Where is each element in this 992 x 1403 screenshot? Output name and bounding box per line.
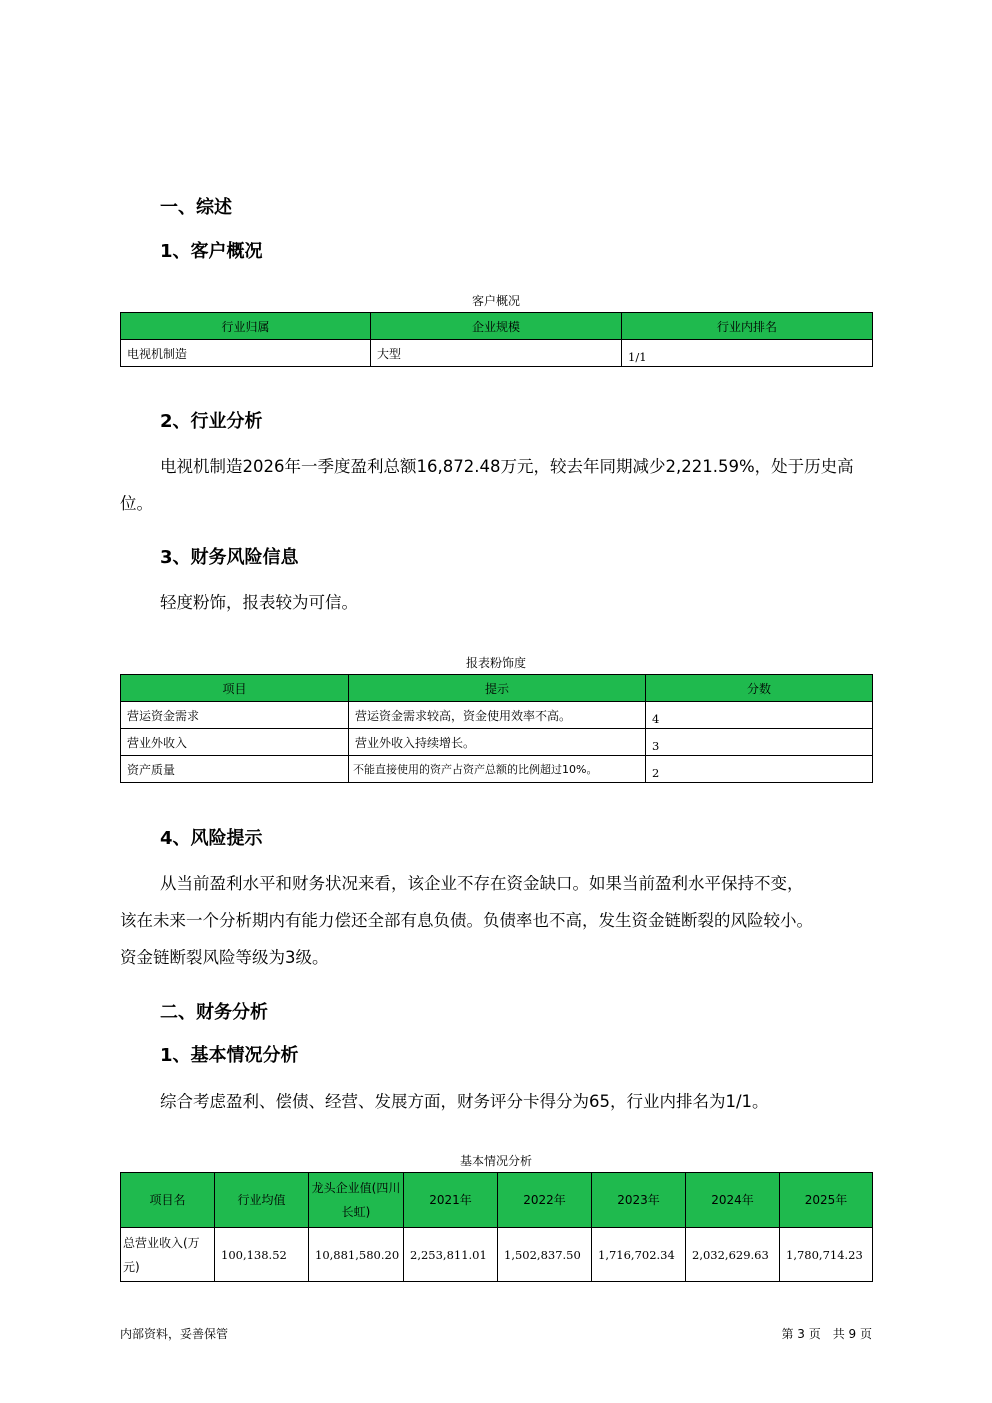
table-header-cell: 提示: [349, 675, 646, 702]
table-header-cell: 项目名: [121, 1173, 215, 1228]
risk-warning-line-3: 资金链断裂风险等级为3级。: [120, 948, 329, 967]
footer-page-number: 第 3 页 共 9 页: [781, 1327, 872, 1341]
table-header-row: [121, 675, 873, 702]
customer-table: [120, 312, 873, 367]
table-header-cell: 2025年: [780, 1173, 873, 1228]
table-cell: 100,138.52: [215, 1228, 309, 1282]
section-heading-customer-overview: 1、客户概况: [160, 241, 263, 262]
basic-table: [120, 1172, 873, 1282]
table-cell: 营业外收入: [121, 729, 349, 756]
table-header-cell: 2024年: [686, 1173, 780, 1228]
table-row: [121, 702, 873, 729]
table-header-row: [121, 313, 873, 340]
table-header-cell: 龙头企业值(四川长虹): [309, 1173, 404, 1228]
basic-analysis-text: 综合考虑盈利、偿债、经营、发展方面，财务评分卡得分为65，行业内排名为1/1。: [160, 1092, 769, 1111]
footer-confidential-note: 内部资料，妥善保管: [120, 1327, 229, 1341]
embellish-table-caption: 报表粉饰度: [465, 656, 526, 670]
section-heading-industry-analysis: 2、行业分析: [160, 411, 263, 432]
table-cell: 2: [646, 756, 873, 783]
financial-risk-text: 轻度粉饰，报表较为可信。: [160, 593, 358, 612]
table-header-cell: 企业规模: [371, 313, 622, 340]
table-cell: 营业外收入持续增长。: [349, 729, 646, 756]
table-cell: 不能直接使用的资产占资产总额的比例超过10%。: [349, 756, 646, 783]
table-cell: 10,881,580.20: [309, 1228, 404, 1282]
risk-warning-line-1: 从当前盈利水平和财务状况来看，该企业不存在资金缺口。如果当前盈利水平保持不变，: [160, 874, 804, 893]
section-heading-financial-analysis: 二、财务分析: [160, 1002, 268, 1023]
industry-analysis-line-1: 电视机制造2026年一季度盈利总额16,872.48万元，较去年同期减少2,221.59%，处于历史高: [160, 457, 854, 476]
industry-analysis-line-2: 位。: [120, 494, 153, 513]
table-cell: 电视机制造: [121, 340, 371, 367]
table-header-cell: 2023年: [592, 1173, 686, 1228]
table-header-cell: 2022年: [498, 1173, 592, 1228]
section-heading-overview: 一、综述: [160, 197, 232, 218]
table-row: [121, 340, 873, 367]
table-cell: 2,253,811.01: [404, 1228, 498, 1282]
table-header-cell: 行业均值: [215, 1173, 309, 1228]
section-heading-risk-warning: 4、风险提示: [160, 828, 263, 849]
risk-warning-line-2: 该在未来一个分析期内有能力偿还全部有息负债。负债率也不高，发生资金链断裂的风险较小。: [120, 911, 813, 930]
table-cell: 营运资金需求: [121, 702, 349, 729]
table-row: [121, 1228, 873, 1282]
table-header-cell: 项目: [121, 675, 349, 702]
section-heading-basic-analysis: 1、基本情况分析: [160, 1045, 299, 1066]
table-row: [121, 729, 873, 756]
table-cell: 1/1: [622, 340, 873, 367]
table-cell: 资产质量: [121, 756, 349, 783]
table-row: [121, 756, 873, 783]
table-header-cell: 2021年: [404, 1173, 498, 1228]
table-header-cell: 行业内排名: [622, 313, 873, 340]
table-cell: 1,716,702.34: [592, 1228, 686, 1282]
customer-table-caption: 客户概况: [471, 294, 520, 308]
basic-table-caption: 基本情况分析: [459, 1154, 532, 1168]
table-header-cell: 行业归属: [121, 313, 371, 340]
table-cell: 2,032,629.63: [686, 1228, 780, 1282]
table-cell: 4: [646, 702, 873, 729]
section-heading-financial-risk: 3、财务风险信息: [160, 547, 299, 568]
embellish-table: [120, 674, 873, 783]
table-cell: 1,502,837.50: [498, 1228, 592, 1282]
table-cell: 大型: [371, 340, 622, 367]
table-cell: 3: [646, 729, 873, 756]
table-cell: 总营业收入(万元): [121, 1228, 215, 1282]
table-cell: 1,780,714.23: [780, 1228, 873, 1282]
table-header-row: [121, 1173, 873, 1228]
table-header-cell: 分数: [646, 675, 873, 702]
table-cell: 营运资金需求较高，资金使用效率不高。: [349, 702, 646, 729]
